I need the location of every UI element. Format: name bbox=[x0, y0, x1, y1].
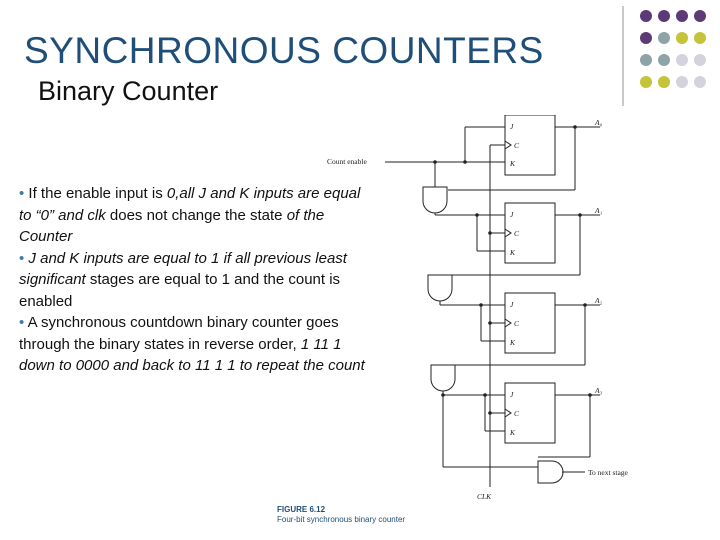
decorative-dot bbox=[640, 76, 652, 88]
bullet-text-segment: If the enable input is bbox=[24, 185, 167, 202]
bullet-text-segment: stages are equal to 1 and the count is enabled bbox=[19, 271, 341, 310]
pin-k-2: K bbox=[510, 338, 516, 347]
decorative-dot bbox=[640, 32, 652, 44]
pin-c-1: C bbox=[514, 229, 520, 238]
slide-subtitle: Binary Counter bbox=[38, 76, 219, 106]
pin-k-1: K bbox=[510, 248, 516, 257]
pin-c-2: C bbox=[514, 319, 520, 328]
pin-k-3: K bbox=[510, 428, 516, 437]
pin-j-2: J bbox=[510, 300, 514, 309]
clk-label: CLK bbox=[477, 492, 492, 501]
decorative-dot bbox=[694, 10, 706, 22]
pin-c-3: C bbox=[514, 409, 520, 418]
figure-caption-text: Four-bit synchronous binary counter bbox=[277, 515, 406, 524]
output-a2: A₂ bbox=[595, 296, 603, 305]
decorative-divider bbox=[622, 6, 624, 106]
decorative-dot-grid bbox=[640, 6, 720, 106]
bullet-glyph: • bbox=[19, 185, 25, 202]
bullet-glyph: • bbox=[19, 314, 25, 331]
bullet-text-segment: A synchronous countdown binary counter goes through the binary states in reverse order, bbox=[19, 314, 339, 353]
figure-caption-number: FIGURE 6.12 bbox=[277, 505, 326, 514]
next-stage-label: To next stage bbox=[588, 468, 628, 477]
bullet-text-segment: J and K inputs are equal to 1 if all previous least significant bbox=[19, 249, 347, 288]
decorative-dot bbox=[676, 54, 688, 66]
bullet-glyph: • bbox=[19, 249, 25, 267]
bullet-text-segment: 1 11 1 down to 0000 and back to 11 1 1 to repeat the count bbox=[19, 335, 365, 374]
decorative-dot bbox=[694, 54, 706, 66]
decorative-dot bbox=[658, 54, 670, 66]
bullet-text-segment: of the Counter bbox=[19, 206, 325, 245]
and-gate-2 bbox=[428, 275, 452, 301]
decorative-dot bbox=[676, 76, 688, 88]
decorative-dot bbox=[694, 76, 706, 88]
decorative-dot bbox=[640, 10, 652, 22]
and-gate-1 bbox=[423, 187, 447, 213]
bullet-text-segment: does not change the state bbox=[105, 206, 287, 224]
decorative-dot bbox=[658, 10, 670, 22]
pin-k-0: K bbox=[510, 159, 516, 168]
decorative-dot bbox=[658, 76, 670, 88]
bullet-text-segment: 0,all J and K inputs are equal to “0” and clk bbox=[19, 185, 361, 224]
decorative-dot bbox=[658, 32, 670, 44]
decorative-dot bbox=[640, 54, 652, 66]
decorative-dot bbox=[694, 32, 706, 44]
pin-j-3: J bbox=[510, 390, 514, 399]
pin-c-0: C bbox=[514, 141, 520, 150]
and-gate-3 bbox=[431, 365, 455, 391]
pin-j-1: J bbox=[510, 210, 514, 219]
counter-circuit-figure bbox=[255, 115, 635, 535]
output-a3: A₃ bbox=[595, 386, 603, 395]
and-gate-4 bbox=[538, 461, 563, 483]
output-a1: A₁ bbox=[595, 206, 603, 215]
slide-title: SYNCHRONOUS COUNTERS bbox=[24, 30, 544, 71]
decorative-dot bbox=[676, 32, 688, 44]
decorative-dot bbox=[676, 10, 688, 22]
pin-j-0: J bbox=[510, 122, 514, 131]
count-enable-label: Count enable bbox=[327, 157, 367, 166]
output-a0: A₀ bbox=[595, 118, 603, 127]
